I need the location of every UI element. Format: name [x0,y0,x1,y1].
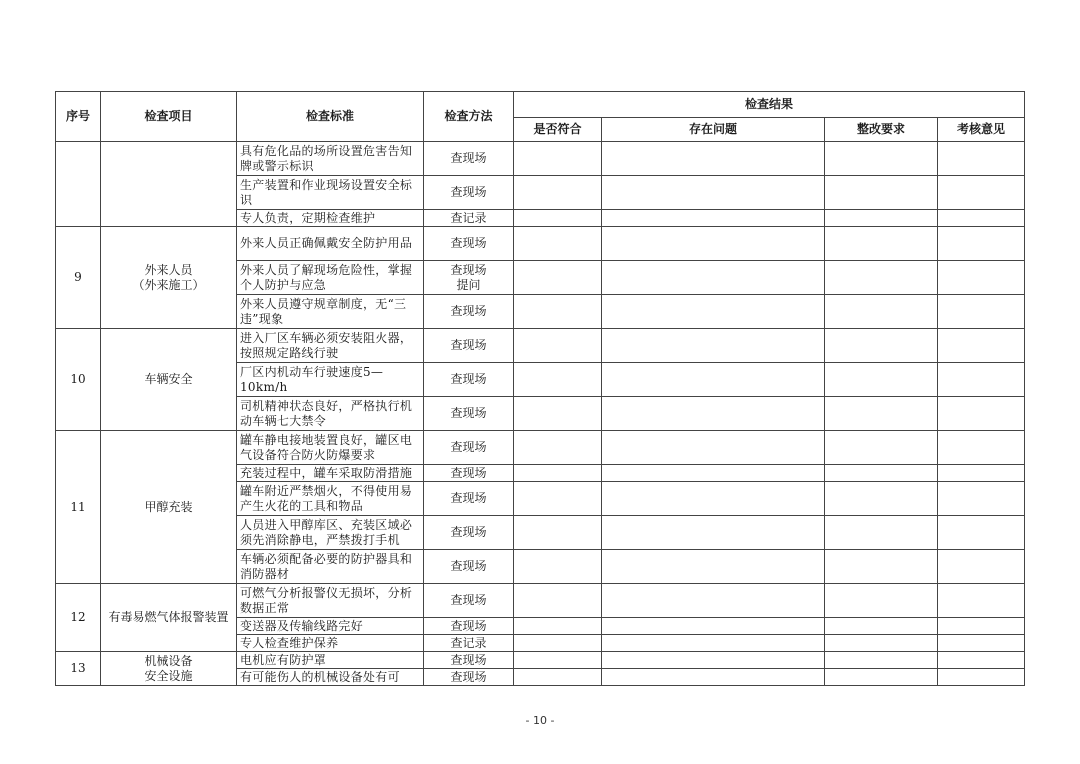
rectify-cell [825,363,938,397]
method-cell: 查现场 [424,550,514,584]
opinion-cell [938,482,1025,516]
method-cell: 查现场 [424,295,514,329]
standard-cell: 外来人员正确佩戴安全防护用品 [237,227,424,261]
header-conform: 是否符合 [514,118,602,142]
method-cell: 查现场 [424,363,514,397]
conform-cell [514,329,602,363]
method-cell: 查现场 [424,652,514,669]
rectify-cell [825,261,938,295]
standard-cell: 生产装置和作业现场设置安全标识 [237,176,424,210]
method-cell: 查现场 [424,431,514,465]
conform-cell [514,295,602,329]
header-result: 检查结果 [514,92,1025,118]
header-opinion: 考核意见 [938,118,1025,142]
seq-cell: 12 [56,584,101,652]
opinion-cell [938,397,1025,431]
opinion-cell [938,550,1025,584]
header-rectify: 整改要求 [825,118,938,142]
problem-cell [602,295,825,329]
header-item: 检查项目 [101,92,237,142]
opinion-cell [938,516,1025,550]
rectify-cell [825,227,938,261]
problem-cell [602,431,825,465]
rectify-cell [825,584,938,618]
table-row [56,584,1025,618]
problem-cell [602,176,825,210]
problem-cell [602,618,825,635]
opinion-cell [938,618,1025,635]
method-cell: 查现场 [424,142,514,176]
problem-cell [602,669,825,686]
rectify-cell [825,397,938,431]
problem-cell [602,635,825,652]
standard-cell: 厂区内机动车行驶速度5—10km/h [237,363,424,397]
opinion-cell [938,652,1025,669]
conform-cell [514,516,602,550]
conform-cell [514,142,602,176]
seq-cell: 11 [56,431,101,584]
standard-cell: 人员进入甲醇库区、充装区域必须先消除静电，严禁拨打手机 [237,516,424,550]
table-body [56,142,1025,686]
header-method: 检查方法 [424,92,514,142]
rectify-cell [825,669,938,686]
standard-cell: 有可能伤人的机械设备处有可 [237,669,424,686]
opinion-cell [938,261,1025,295]
opinion-cell [938,584,1025,618]
rectify-cell [825,431,938,465]
conform-cell [514,210,602,227]
method-cell: 查现场 [424,516,514,550]
rectify-cell [825,618,938,635]
standard-cell: 罐车静电接地装置良好，罐区电气设备符合防火防爆要求 [237,431,424,465]
opinion-cell [938,363,1025,397]
seq-cell: 9 [56,227,101,329]
problem-cell [602,482,825,516]
opinion-cell [938,669,1025,686]
method-cell: 查现场 [424,397,514,431]
conform-cell [514,669,602,686]
method-cell: 查现场 提问 [424,261,514,295]
item-cell: 外来人员 （外来施工） [101,227,237,329]
conform-cell [514,635,602,652]
table-row [56,329,1025,363]
method-cell: 查记录 [424,635,514,652]
seq-cell [56,142,101,227]
method-cell: 查现场 [424,227,514,261]
conform-cell [514,652,602,669]
item-cell: 机械设备 安全设施 [101,652,237,686]
rectify-cell [825,482,938,516]
header-standard: 检查标准 [237,92,424,142]
conform-cell [514,363,602,397]
rectify-cell [825,465,938,482]
conform-cell [514,397,602,431]
header-problem: 存在问题 [602,118,825,142]
opinion-cell [938,142,1025,176]
standard-cell: 罐车附近严禁烟火，不得使用易产生火花的工具和物品 [237,482,424,516]
problem-cell [602,550,825,584]
rectify-cell [825,635,938,652]
conform-cell [514,482,602,516]
rectify-cell [825,652,938,669]
method-cell: 查现场 [424,329,514,363]
rectify-cell [825,142,938,176]
rectify-cell [825,176,938,210]
rectify-cell [825,550,938,584]
opinion-cell [938,465,1025,482]
opinion-cell [938,295,1025,329]
seq-cell: 13 [56,652,101,686]
opinion-cell [938,176,1025,210]
item-cell: 车辆安全 [101,329,237,431]
problem-cell [602,363,825,397]
problem-cell [602,227,825,261]
standard-cell: 电机应有防护罩 [237,652,424,669]
problem-cell [602,465,825,482]
problem-cell [602,397,825,431]
method-cell: 查现场 [424,669,514,686]
standard-cell: 进入厂区车辆必须安装阻火器，按照规定路线行驶 [237,329,424,363]
problem-cell [602,210,825,227]
rectify-cell [825,516,938,550]
table-row [56,227,1025,261]
conform-cell [514,550,602,584]
method-cell: 查现场 [424,584,514,618]
conform-cell [514,584,602,618]
standard-cell: 可燃气分析报警仪无损坏，分析数据正常 [237,584,424,618]
method-cell: 查现场 [424,465,514,482]
opinion-cell [938,210,1025,227]
problem-cell [602,516,825,550]
standard-cell: 变送器及传输线路完好 [237,618,424,635]
item-cell: 有毒易燃气体报警装置 [101,584,237,652]
problem-cell [602,329,825,363]
table-row [56,431,1025,465]
conform-cell [514,431,602,465]
header-seq: 序号 [56,92,101,142]
conform-cell [514,261,602,295]
standard-cell: 车辆必须配备必要的防护器具和消防器材 [237,550,424,584]
item-cell: 甲醇充装 [101,431,237,584]
standard-cell: 充装过程中，罐车采取防滑措施 [237,465,424,482]
standard-cell: 外来人员了解现场危险性，掌握个人防护与应急 [237,261,424,295]
opinion-cell [938,431,1025,465]
standard-cell: 专人负责，定期检查维护 [237,210,424,227]
item-cell [101,142,237,227]
problem-cell [602,142,825,176]
table-row [56,142,1025,176]
problem-cell [602,261,825,295]
method-cell: 查记录 [424,210,514,227]
method-cell: 查现场 [424,176,514,210]
rectify-cell [825,210,938,227]
standard-cell: 专人检查维护保养 [237,635,424,652]
opinion-cell [938,227,1025,261]
table-row [56,652,1025,669]
page-number: - 10 - [525,714,555,727]
inspection-table [55,91,1025,686]
opinion-cell [938,635,1025,652]
opinion-cell [938,329,1025,363]
rectify-cell [825,329,938,363]
seq-cell: 10 [56,329,101,431]
standard-cell: 具有危化品的场所设置危害告知牌或警示标识 [237,142,424,176]
method-cell: 查现场 [424,482,514,516]
conform-cell [514,227,602,261]
conform-cell [514,176,602,210]
method-cell: 查现场 [424,618,514,635]
rectify-cell [825,295,938,329]
standard-cell: 司机精神状态良好，严格执行机动车辆七大禁令 [237,397,424,431]
standard-cell: 外来人员遵守规章制度，无“三违”现象 [237,295,424,329]
problem-cell [602,584,825,618]
conform-cell [514,618,602,635]
problem-cell [602,652,825,669]
conform-cell [514,465,602,482]
